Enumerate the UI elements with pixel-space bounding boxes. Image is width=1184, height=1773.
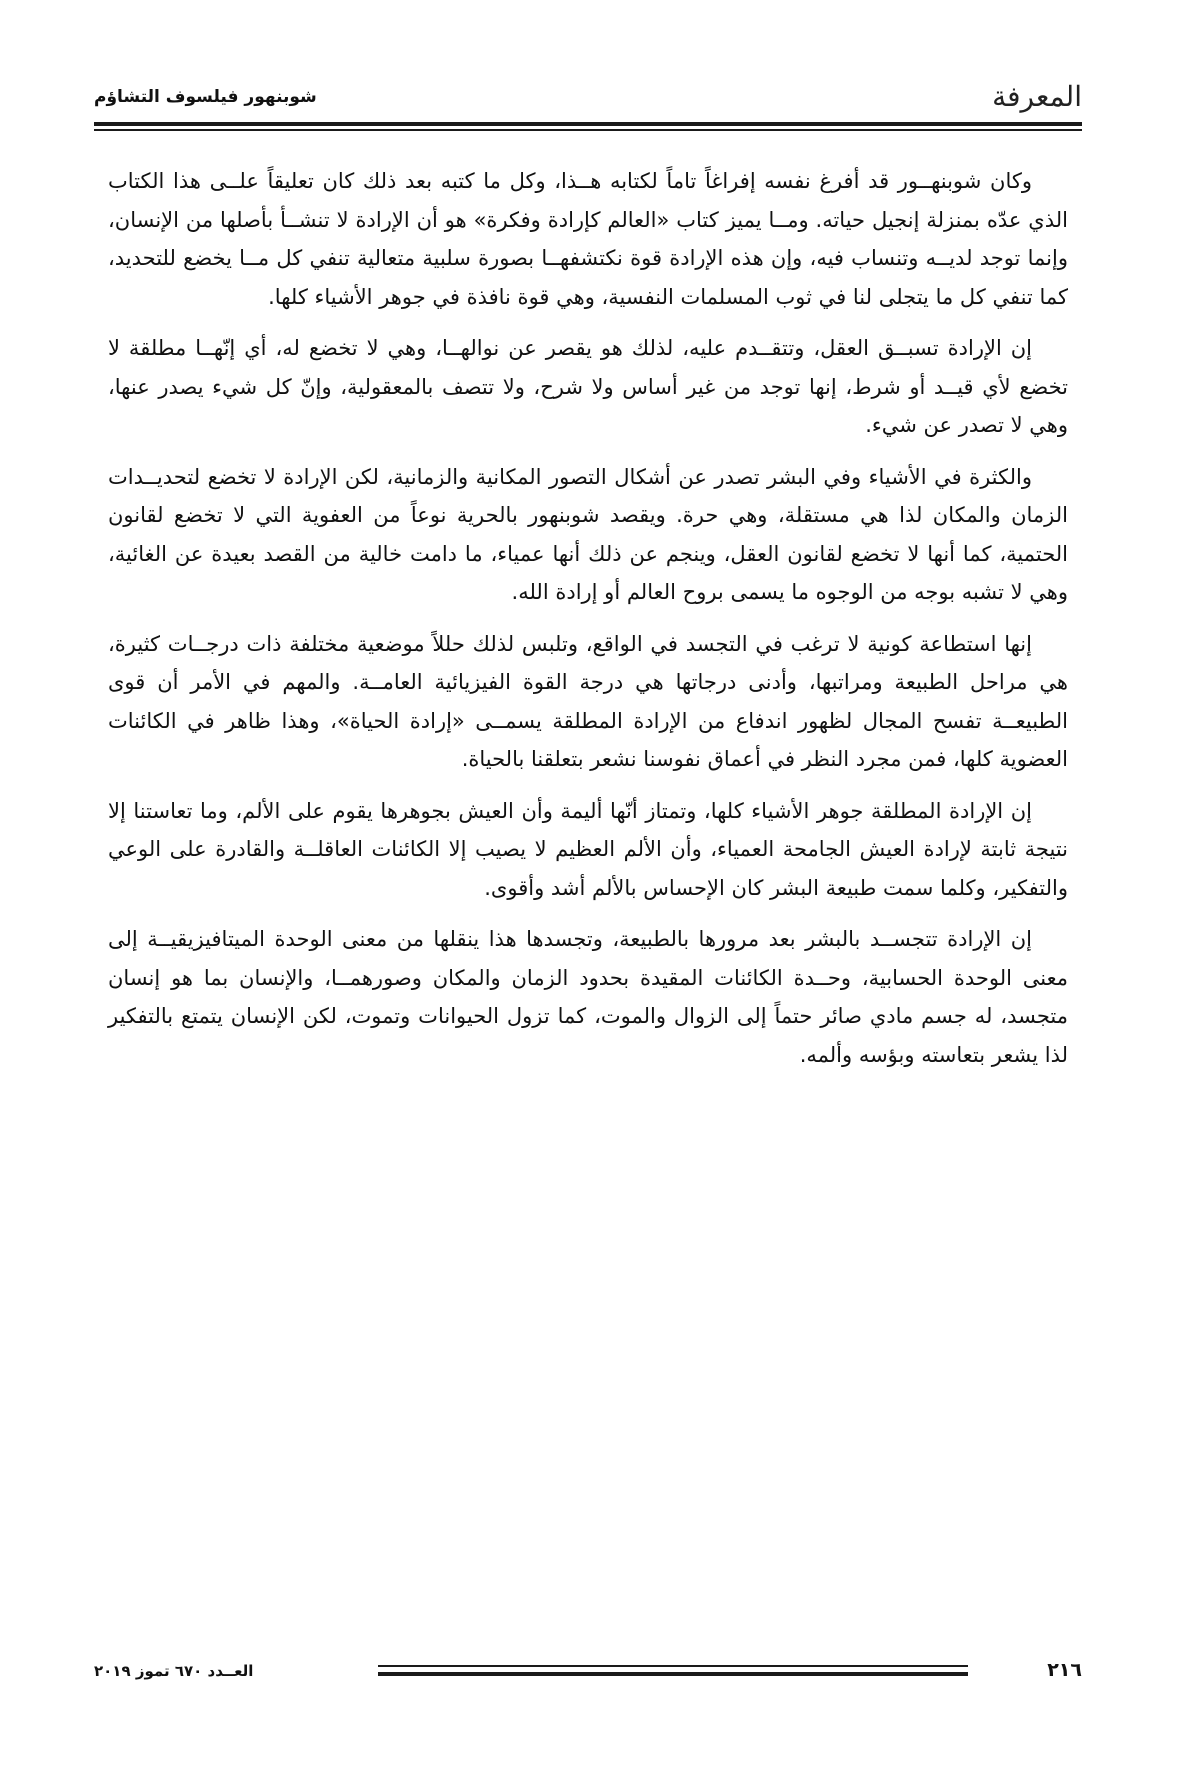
paragraph-2: إن الإرادة تسبــق العقل، وتتقــدم عليه، لذلك هو يقصر عن نوالهــا، وهي لا تخضع له، أي إنّهــا مطلقة لا تخضع لأي قيــد أو شرط، إنها توجد من غير أساس ولا شرح، ولا تتصف بالمعقولية، وإنّ كل شيء يصدر عنها، وهي لا تصدر عن شيء. — [108, 336, 1068, 437]
paragraph-1: وكان شوبنهــور قد أفرغ نفسه إفراغاً تاماً لكتابه هــذا، وكل ما كتبه بعد ذلك كان تعليقاً علــى هذا الكتاب الذي عدّه بمنزلة إنجيل حياته. ومــا يميز كتاب «العالم كإرادة وفكرة» هو أن الإرادة لا تنشــأ بأصلها من الإنسان، وإنما توجد لديــه وتنساب فيه، وإن هذه الإرادة قوة نكتشفهــا بصورة سلبية متعالية تنفي كل مــا يخضع للتحديد، كما تنفي كل ما يتجلى لنا في ثوب المسلمات النفسية، وهي قوة نافذة في جوهر الأشياء كلها. — [108, 169, 1068, 309]
page-number: ٢١٦ — [1047, 1659, 1082, 1681]
paragraph-5: إن الإرادة المطلقة جوهر الأشياء كلها، وتمتاز أنّها أليمة وأن العيش بجوهرها يقوم على الألم، وما تعاستنا إلا نتيجة ثابتة لإرادة العيش الجامحة العمياء، وأن الألم العظيم لا يصيب إلا الكائنات العاقلــة والقادرة على الوعي والتفكير، وكلما سمت طبيعة البشر كان الإحساس بالألم أشد وأقوى. — [108, 798, 1068, 900]
paragraph-4: إنها استطاعة كونية لا ترغب في التجسد في الواقع، وتلبس لذلك حللاً موضعية مختلفة ذات درجــات كثيرة، هي مراحل الطبيعة ومراتبها، وأدنى درجاتها هي درجة القوة الفيزيائية العامــة. والمهم في الأمر أن قوى الطبيعــة تفسح المجال لظهور اندفاع من الإرادة المطلقة يسمــى «إرادة الحياة»، وهذا ظاهر في الكائنات العضوية كلها، فمن مجرد النظر في أعماق نفوسنا نشعر بتعلقنا بالحياة. — [108, 631, 1068, 771]
issue-info: العــدد ٦٧٠ تموز ٢٠١٩ — [94, 1662, 254, 1680]
header-rule-thick — [94, 122, 1082, 126]
header-rule-thin — [94, 129, 1082, 131]
running-title: شوبنهور فيلسوف التشاؤم — [94, 87, 317, 107]
page-header — [94, 80, 1082, 116]
paragraph-3: والكثرة في الأشياء وفي البشر تصدر عن أشكال التصور المكانية والزمانية، لكن الإرادة لا تخضع لتحديــدات الزمان والمكان لذا هي مستقلة، وهي حرة. ويقصد شوبنهور بالحرية نوعاً من العفوية التي لا تخضع لقانون الحتمية، كما أنها لا تخضع لقانون العقل، وينجم عن ذلك أنها عمياء، ما دامت خالية من القصد بعيدة عن الغائية، وهي لا تشبه بوجه من الوجوه ما يسمى بروح العالم أو إرادة الله. — [108, 464, 1068, 604]
paragraph-6: إن الإرادة تتجســد بالبشر بعد مرورها بالطبيعة، وتجسدها هذا ينقلها من معنى الوحدة الميتافيزيقيــة إلى معنى الوحدة الحسابية، وحــدة الكائنات المقيدة بحدود الزمان والمكان وصورهمــا، والإنسان بما هو إنسان متجسد، له جسم مادي صائر حتماً إلى الزوال والموت، كما تزول الحيوانات وتموت، لكن الإنسان يتمتع بالتفكير لذا يشعر بتعاسته وبؤسه وألمه. — [108, 927, 1068, 1067]
article-body — [108, 162, 1068, 1087]
journal-logo: المعرفة — [992, 80, 1082, 113]
page-footer — [94, 1655, 1082, 1685]
